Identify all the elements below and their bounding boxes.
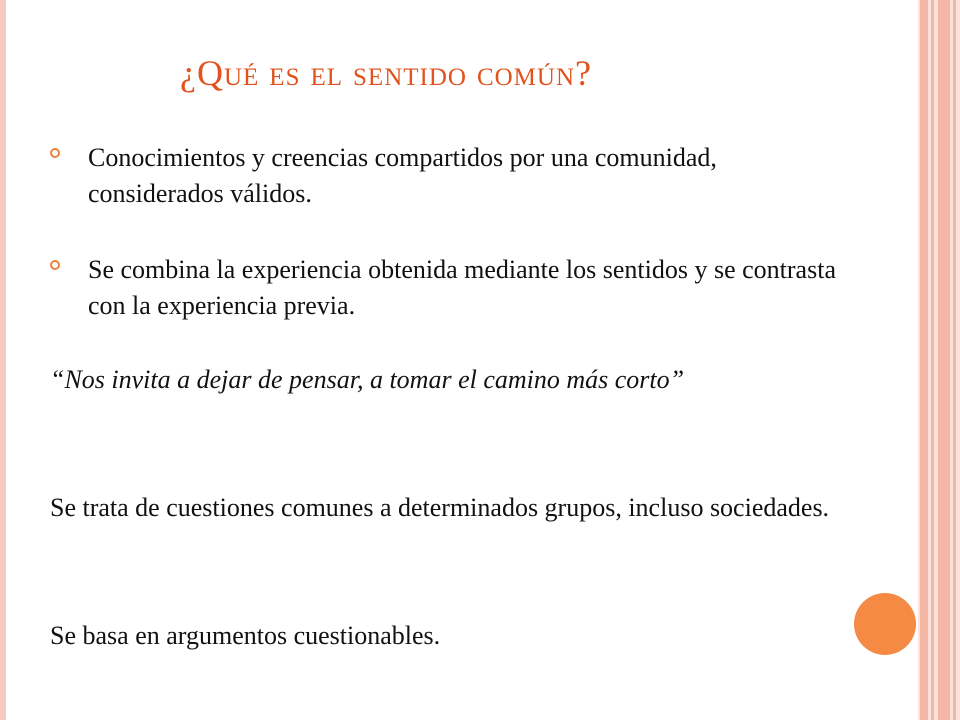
stripe — [920, 0, 928, 720]
quote-text: “Nos invita a dejar de pensar, a tomar el camino más corto” — [50, 365, 685, 394]
stripe — [953, 0, 956, 720]
bullet-text: Conocimientos y creencias compartidos por una comunidad, considerados válidos. — [88, 143, 717, 208]
bullet-circle-icon — [50, 260, 60, 270]
bullet-text: Se combina la experiencia obtenida mediante los sentidos y se contrasta con la experiencia previa. — [88, 255, 836, 320]
right-decorative-stripes — [918, 0, 960, 720]
slide-title: ¿Qué es el sentido común? — [180, 53, 592, 93]
bullet-item — [50, 252, 850, 324]
stripe — [931, 0, 934, 720]
bullet-circle-icon — [50, 148, 60, 158]
bullet-item — [50, 140, 850, 212]
decorative-circle — [854, 593, 916, 655]
paragraph: Se basa en argumentos cuestionables. — [50, 621, 441, 650]
left-border — [0, 0, 6, 720]
stripe — [938, 0, 950, 720]
paragraph: Se trata de cuestiones comunes a determinados grupos, incluso sociedades. — [50, 493, 830, 522]
